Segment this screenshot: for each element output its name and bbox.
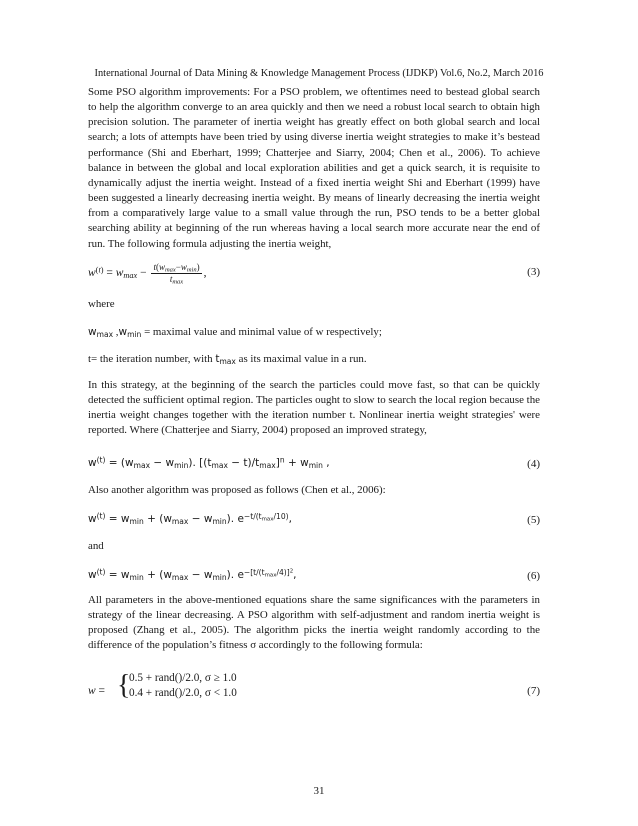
page-number: 31 [313, 785, 325, 797]
w-definition: $w_{max}$ $,w_{min}$ = maximal value and minimal value of w respectively; [88, 326, 382, 339]
equation-4: $w^{(t)} = (w_{max} - w_{min})$. $[(t_{max} - t)/t_{max}]^n + w_{min}$ , [88, 455, 330, 470]
equation-7-case-2: 0.4 + rand()/2.0, σ < 1.0 [129, 687, 237, 699]
equation-7-number: (7) [527, 685, 540, 697]
w-definition-text: = maximal value and minimal value of w respectively; [144, 326, 382, 338]
paragraph-chen: Also another algorithm was proposed as follows (Chen et al., 2006): [88, 484, 386, 496]
paragraph-strategy: In this strategy, at the beginning of the search the particles could move fast, so that can be quickly detected the sufficient optimal region. The particles ought to slow to search the local region because the inertia weight changes together with the iteration number t. Nonlinear inertia weight strategies' were reported. Where (Chatterjee and Siarry, 2004) proposed an improved strategy, [88, 379, 540, 437]
paragraph-random-inertia: All parameters in the above-mentioned equations share the same significances with the parameters in strategy of the linear decreasing. A PSO algorithm with self-adjustment and random inertia weight is proposed (Zhang et al., 2005). The algorithm picks the inertia weight randomly according to the difference of the population’s fitness σ accordingly to the following formula: [88, 594, 540, 652]
t-definition: t= the iteration number, with $t_{max}$ as its maximal value in a run. [88, 353, 367, 366]
where-text: where [88, 298, 115, 310]
equation-3: $w^{(t)} = w_{max}$ − $\frac{t(w_{max}-w_{min})}{t_{max}}$ , [88, 262, 207, 286]
equation-7-cases [129, 671, 237, 701]
paragraph-pso-improvements: Some PSO algorithm improvements: For a PSO problem, we oftentimes need to bestead global search to help the algorithm converge to an area quickly and then we need a robust local search to obtain high precision solution. The parameter of inertia weight has greatly effect on both global search and local search; a lots of attempts have been tried by using diverse inertia weight strategies to make it’s bestead performance (Shi and Eberhart, 1999; Chatterjee and Siarry, 2004; Chen et al., 2006). To achieve balance in between the global and local exploration abilities and get a quick search, it is requisite to dynamically adjust the inertia weight. Instead of a fixed inertia weight Shi and Eberhart (1999) have been suggested a linearly decreasing inertia weight. By means of linearly decreasing the inertia weight from a comparatively large value to a small value through the run, PSO tends to be a better global searching ability at beginning of the run whereas having a local search more accurate near the end of run. The following formula adjusting the inertia weight, [88, 86, 540, 250]
equation-3-fraction: $\frac{t(w_{max}-w_{min})}{t_{max}}$ [153, 262, 200, 286]
equation-3-number: (3) [527, 266, 540, 278]
equation-7-lhs: w = [88, 685, 106, 697]
equation-5-number: (5) [527, 514, 540, 526]
equation-7-brace: { [117, 670, 131, 701]
t-definition-a: t= the iteration number, with [88, 353, 213, 365]
equation-7-case-1: 0.5 + rand()/2.0, σ ≥ 1.0 [129, 672, 237, 684]
journal-header: International Journal of Data Mining & Knowledge Management Process (IJDKP) Vol.6, No.2, March 2016 [94, 68, 544, 79]
and-text: and [88, 540, 104, 552]
equation-6: $w^{(t)} = w_{min} + (w_{max} - w_{min})$. $e^{-[t/(t_{max}/4)]^2}$, [88, 567, 297, 582]
equation-6-number: (6) [527, 570, 540, 582]
equation-5: $w^{(t)} = w_{min} + (w_{max} - w_{min})$. $e^{-t/(t_{max}/10)}$, [88, 511, 292, 526]
equation-4-number: (4) [527, 458, 540, 470]
t-definition-b: as its maximal value in a run. [238, 353, 367, 365]
